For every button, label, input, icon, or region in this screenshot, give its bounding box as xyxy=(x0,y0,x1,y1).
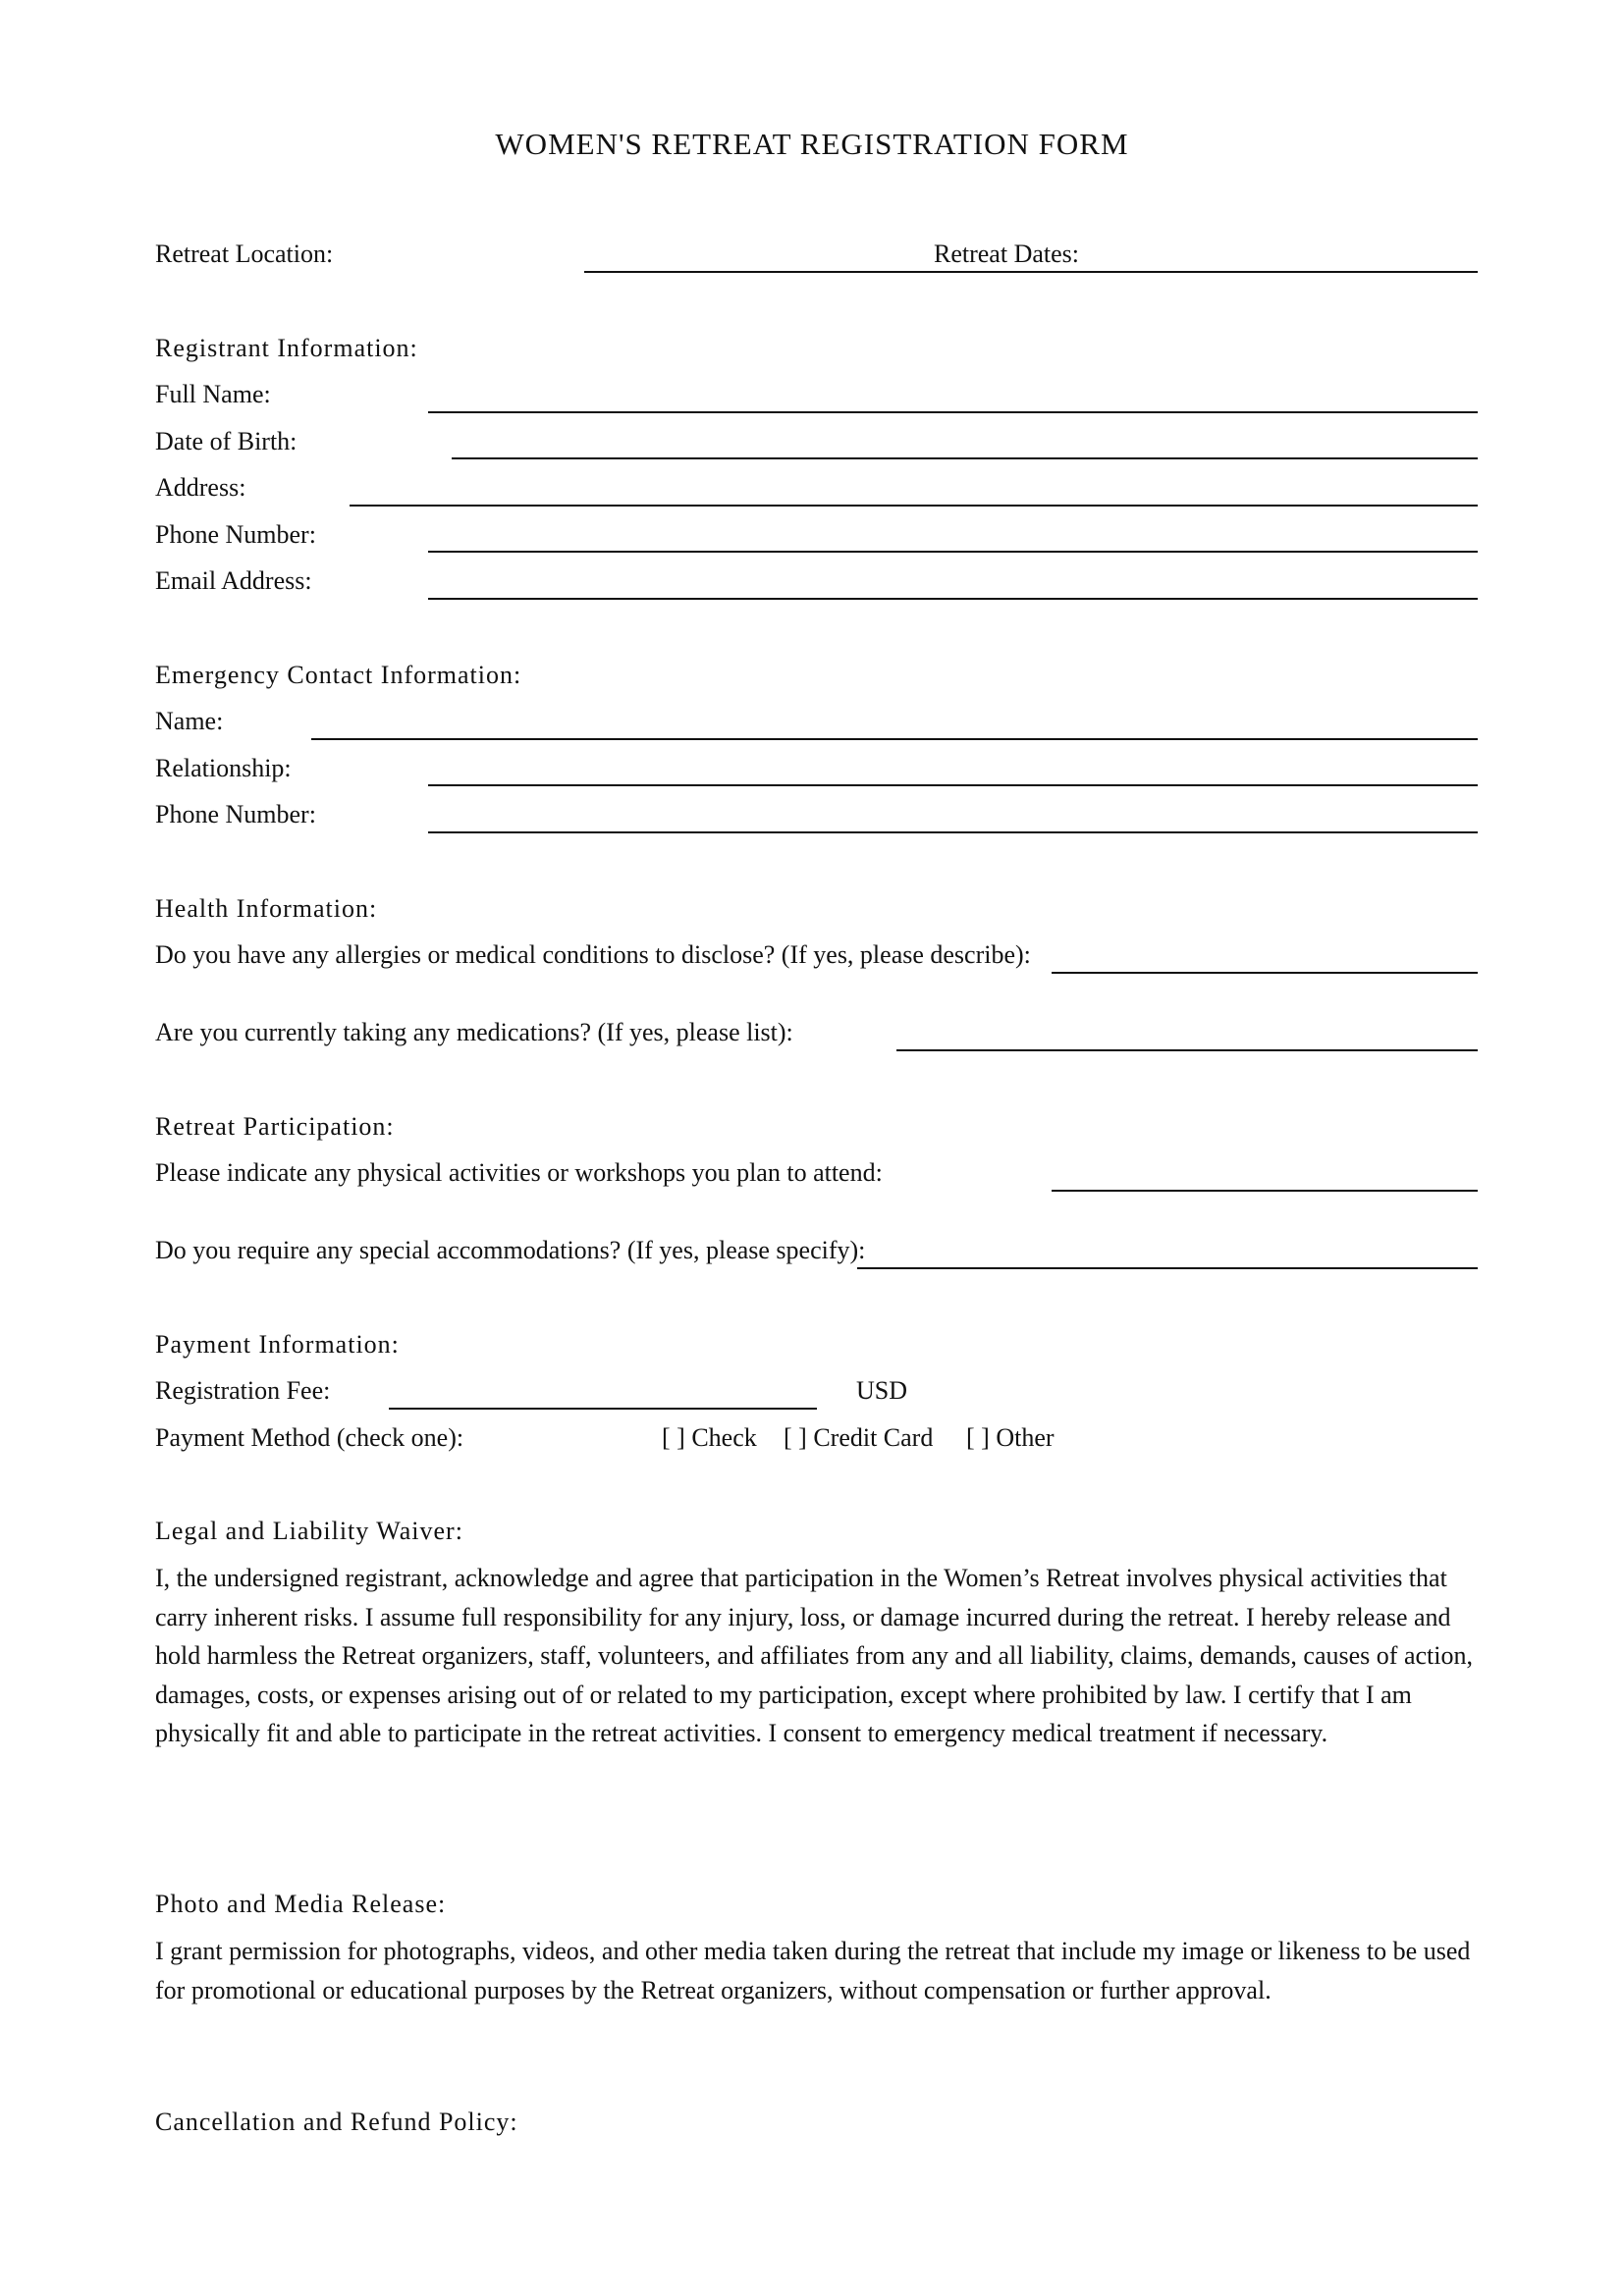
relationship-label: Relationship: xyxy=(155,754,292,782)
registration-fee-label: Registration Fee: xyxy=(155,1376,331,1405)
currency-label: USD xyxy=(856,1376,908,1405)
retreat-location-field[interactable] xyxy=(584,271,1478,273)
phone-field[interactable] xyxy=(428,551,1478,553)
waiver-text: I, the undersigned registrant, acknowledge and agree that participation in the Women’s Retreat involves physical activities that carry inherent risks. I assume full responsibility for any injury, loss, or damage incurred during the retreat. I hereby release and hold harmless the Retreat organizers, staff, volunteers, and affiliates from any and all liability, claims, demands, causes of action, damages, costs, or expenses arising out of or related to my participation, except where prohibited by law. I certify that I am physically fit and able to participate in the retreat activities. I consent to emergency medical treatment if necessary. xyxy=(155,1564,1473,1747)
payment-option-credit-card[interactable]: [ ] Credit Card xyxy=(784,1423,934,1452)
medications-label: Are you currently taking any medications? (If yes, please list): xyxy=(155,1018,793,1046)
full-name-label: Full Name: xyxy=(155,380,271,408)
dob-label: Date of Birth: xyxy=(155,427,298,455)
activities-field[interactable] xyxy=(1052,1190,1478,1192)
registrant-heading: Registrant Information: xyxy=(155,334,418,362)
media-heading: Photo and Media Release: xyxy=(155,1890,447,1918)
emergency-name-field[interactable] xyxy=(311,738,1478,740)
emergency-name-label: Name: xyxy=(155,707,224,735)
payment-option-check[interactable]: [ ] Check xyxy=(662,1423,757,1452)
cancellation-heading: Cancellation and Refund Policy: xyxy=(155,2108,518,2136)
payment-method-label: Payment Method (check one): xyxy=(155,1423,464,1452)
full-name-field[interactable] xyxy=(428,411,1478,413)
email-field[interactable] xyxy=(428,598,1478,600)
page-title: WOMEN'S RETREAT REGISTRATION FORM xyxy=(495,127,1129,161)
allergies-field[interactable] xyxy=(1052,972,1478,974)
emergency-phone-field[interactable] xyxy=(428,831,1478,833)
accommodations-label: Do you require any special accommodations? (If yes, please specify): xyxy=(155,1236,866,1264)
retreat-location-label: Retreat Location: xyxy=(155,240,334,268)
payment-heading: Payment Information: xyxy=(155,1330,400,1359)
email-label: Email Address: xyxy=(155,566,312,595)
emergency-heading: Emergency Contact Information: xyxy=(155,661,522,689)
phone-label: Phone Number: xyxy=(155,520,316,549)
address-field[interactable] xyxy=(350,505,1478,507)
waiver-heading: Legal and Liability Waiver: xyxy=(155,1517,463,1545)
accommodations-field[interactable] xyxy=(857,1267,1478,1269)
health-heading: Health Information: xyxy=(155,894,378,923)
dob-field[interactable] xyxy=(452,457,1478,459)
emergency-phone-label: Phone Number: xyxy=(155,800,316,828)
allergies-label: Do you have any allergies or medical conditions to disclose? (If yes, please describe): xyxy=(155,940,1031,969)
payment-option-other[interactable]: [ ] Other xyxy=(966,1423,1055,1452)
retreat-dates-label: Retreat Dates: xyxy=(934,240,1079,268)
relationship-field[interactable] xyxy=(428,784,1478,786)
medications-field[interactable] xyxy=(896,1049,1478,1051)
address-label: Address: xyxy=(155,473,246,502)
activities-label: Please indicate any physical activities or workshops you plan to attend: xyxy=(155,1158,883,1187)
media-text: I grant permission for photographs, videos, and other media taken during the retreat that include my image or likeness to be used for promotional or educational purposes by the Retreat organizers, without compensation or further approval. xyxy=(155,1937,1471,2004)
participation-heading: Retreat Participation: xyxy=(155,1112,395,1141)
registration-fee-field[interactable] xyxy=(389,1408,817,1410)
